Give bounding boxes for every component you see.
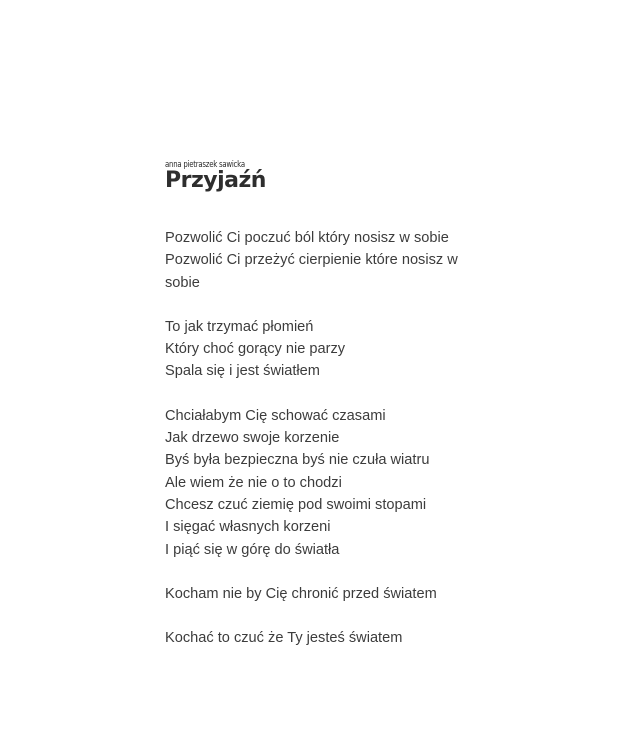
poem-line: Jak drzewo swoje korzenie	[165, 430, 340, 447]
stanza-3	[165, 405, 605, 561]
poem-page	[165, 161, 605, 671]
poem-line: Spala się i jest światłem	[165, 363, 320, 380]
poem-line: I sięgać własnych korzeni	[165, 519, 331, 536]
poem-line: Pozwolić Ci przeżyć cierpienie które nosisz w	[165, 252, 458, 269]
poem-line: sobie	[165, 274, 200, 291]
poem-line: To jak trzymać płomień	[165, 318, 314, 335]
poem-line: I piąć się w górę do światła	[165, 541, 340, 558]
stanza-2	[165, 316, 605, 383]
poem-line: Byś była bezpieczna byś nie czuła wiatru	[165, 452, 430, 469]
poem-title: Przyjaźń	[165, 168, 266, 193]
poem-line: Który choć gorący nie parzy	[165, 341, 346, 358]
poem-body	[165, 227, 605, 649]
poem-line: Chcesz czuć ziemię pod swoimi stopami	[165, 496, 427, 513]
poem-line: Kocham nie by Cię chronić przed światem	[165, 585, 437, 602]
poem-line: Chciałabym Cię schować czasami	[165, 407, 386, 424]
stanza-1	[165, 227, 605, 294]
stanza-5	[165, 627, 605, 649]
author-name: anna pietraszek sawicka	[165, 160, 245, 170]
stanza-4	[165, 583, 605, 605]
poem-line: Pozwolić Ci poczuć ból który nosisz w sobie	[165, 230, 449, 246]
poem-line: Ale wiem że nie o to chodzi	[165, 474, 342, 491]
poem-line: Kochać to czuć że Ty jesteś światem	[165, 630, 403, 647]
